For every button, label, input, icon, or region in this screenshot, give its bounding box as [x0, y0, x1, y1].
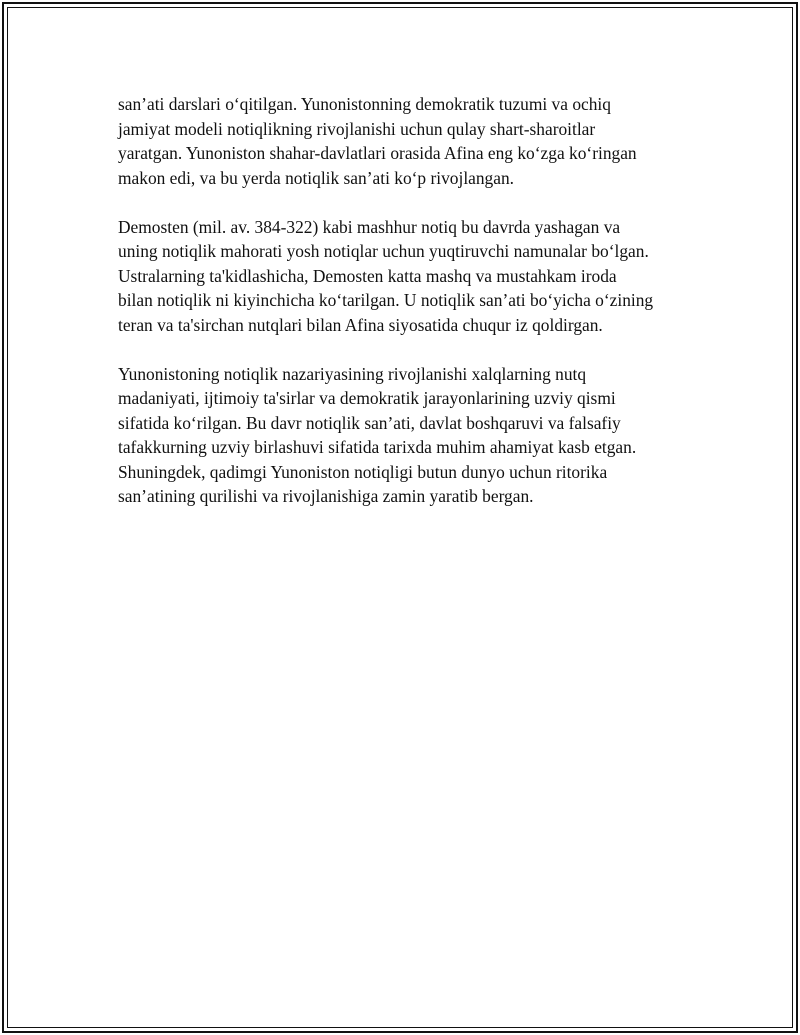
paragraph-line: teran va ta'sirchan nutqlari bilan Afina siyosatida chuqur iz qoldirgan. [118, 314, 603, 335]
paragraph-line: jamiyat modeli notiqlikning rivojlanishi uchun qulay shart-sharoitlar [118, 118, 596, 139]
paragraph-line: san’ati darslari o‘qitilgan. Yunonistonning demokratik tuzumi va ochiq [118, 94, 611, 114]
paragraph-line: madaniyati, ijtimoiy ta'sirlar va demokratik jarayonlarining uzviy qismi [118, 388, 616, 408]
paragraph-1 [118, 92, 692, 190]
paragraph-line: yaratgan. Yunoniston shahar-davlatlari orasida Afina eng ko‘zga ko‘ringan [118, 143, 637, 163]
paragraph-line: Yunonistoning notiqlik nazariyasining rivojlanishi xalqlarning nutq [118, 363, 587, 384]
paragraph-line: makon edi, va bu yerda notiqlik san’ati ko‘p rivojlangan. [118, 167, 515, 188]
paragraph-line: Shuningdek, qadimgi Yunoniston notiqligi butun dunyo uchun ritorika [118, 461, 608, 482]
paragraph-line: uning notiqlik mahorati yosh notiqlar uchun yuqtiruvchi namunalar bo‘lgan. [118, 241, 649, 261]
paragraph-line: sifatida ko‘rilgan. Bu davr notiqlik san’ati, davlat boshqaruvi va falsafiy [118, 412, 621, 433]
paragraph-line: bilan notiqlik ni kiyinchicha ko‘tarilgan. U notiqlik san’ati bo‘yicha o‘zining [118, 290, 654, 310]
paragraph-line: Ustralarning ta'kidlashicha, Demosten katta mashq va mustahkam iroda [118, 265, 617, 286]
paragraph-line: san’atining qurilishi va rivojlanishiga zamin yaratib bergan. [118, 486, 534, 506]
paragraph-line: tafakkurning uzviy birlashuvi sifatida tarixda muhim ahamiyat kasb etgan. [118, 437, 637, 457]
document-body [118, 92, 692, 533]
paragraph-line: Demosten (mil. av. 384-322) kabi mashhur notiq bu davrda yashagan va [118, 216, 621, 237]
paragraph-3 [118, 362, 692, 509]
paragraph-2 [118, 215, 692, 338]
